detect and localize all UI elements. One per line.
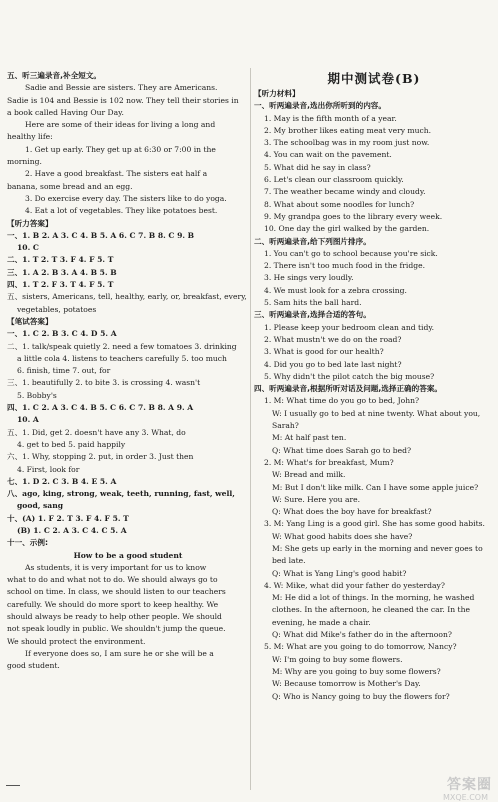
listening-line: 【听力材料】 <box>254 89 300 98</box>
listening-line: Q: What does the boy have for breakfast? <box>272 507 432 517</box>
answer-line: should always be ready to help other people. We should <box>7 612 222 622</box>
answer-line: vegetables, potatoes <box>17 304 97 314</box>
answer-line: (B) 1. C 2. A 3. C 4. C 5. A <box>17 525 127 535</box>
listening-line: W: I usually go to bed at nine twenty. What about you, <box>272 408 481 418</box>
listening-line: 2. My brother likes eating meat very much. <box>264 125 432 135</box>
answer-line: Sadie is 104 and Bessie is 102 now. They tell their stories in <box>7 95 239 105</box>
listening-line: 4. We must look for a zebra crossing. <box>264 285 407 295</box>
watermark-url: MXQE.COM <box>442 793 488 802</box>
answer-line: 10. C <box>17 243 39 253</box>
listening-line: 2. There isn't too much food in the fridge. <box>264 261 425 271</box>
listening-line: clothes. In the afternoon, he cleaned the car. In the <box>272 605 470 615</box>
listening-line: 4. W: Mike, what did your father do yesterday? <box>264 580 445 590</box>
answer-line: 4. Eat a lot of vegetables. They like potatoes best. <box>25 206 218 216</box>
listening-line: 1. You can't go to school because you're sick. <box>264 248 438 258</box>
listening-line: Q: Who is Nancy going to buy the flowers for? <box>272 691 450 701</box>
answer-line: 10. A <box>17 415 39 425</box>
answer-line: 十、(A) 1. F 2. T 3. F 4. F 5. T <box>7 513 129 523</box>
listening-line: 9. My grandpa goes to the library every week. <box>264 211 443 221</box>
listening-line: M: She gets up early in the morning and never goes to <box>272 543 483 553</box>
listening-line: 二、听两遍录音,给下列图片排序。 <box>254 236 371 246</box>
listening-line: 1. Please keep your bedroom clean and tidy. <box>264 322 435 332</box>
answer-line: Here are some of their ideas for living a long and <box>25 120 216 130</box>
answer-line: 【听力答案】 <box>7 218 53 228</box>
answer-line: carefully. We should do more sport to keep healthy. We <box>7 599 219 609</box>
listening-line: 四、听两遍录音,根据所听对话及问题,选择正确的答案。 <box>254 384 443 394</box>
listening-line: 6. Let's clean our classroom quickly. <box>264 175 404 185</box>
answer-line: How to be a good student <box>73 550 183 560</box>
answer-line: banana, some bread and an egg. <box>7 181 133 191</box>
answer-line: 一、1. C 2. B 3. C 4. D 5. A <box>7 329 117 339</box>
listening-line: M: But I don't like milk. Can I have some apple juice? <box>272 482 479 492</box>
listening-line: 10. One day the girl walked by the garden. <box>264 224 430 234</box>
listening-line: 5. M: What are you going to do tomorrow, Nancy? <box>264 642 457 652</box>
answer-line: 4. First, look for <box>17 464 80 474</box>
answer-line: healthy life: <box>7 132 53 142</box>
answer-line: 5. Bobby's <box>17 390 57 400</box>
answer-line: 七、1. D 2. C 3. B 4. E 5. A <box>7 476 117 486</box>
answer-line: Sadie and Bessie are sisters. They are Americans. <box>25 83 218 93</box>
answer-line: good, sang <box>17 501 64 511</box>
listening-line: M: He did a lot of things. In the morning, he washed <box>272 593 475 603</box>
listening-line: Sarah? <box>272 421 299 431</box>
answer-line: 6. finish, time 7. out, for <box>17 366 111 376</box>
answer-line: 四、1. T 2. F 3. T 4. F 5. T <box>7 280 114 290</box>
answer-line: We should protect the environment. <box>7 636 146 646</box>
answer-line: 三、1. A 2. B 3. A 4. B 5. B <box>7 267 117 277</box>
answer-line: 一、1. B 2. A 3. C 4. B 5. A 6. C 7. B 8. C 9. B <box>7 230 195 240</box>
listening-line: 5. Why didn't the pilot catch the big mouse? <box>264 371 435 381</box>
listening-line: 3. M: Yang Ling is a good girl. She has some good habits. <box>264 519 485 529</box>
answer-line: 三、1. beautifully 2. to bite 3. is crossing 4. wasn't <box>7 378 201 388</box>
answer-line: 1. Get up early. They get up at 6:30 or 7:00 in the <box>25 144 216 154</box>
listening-line: Q: What did Mike's father do in the afternoon? <box>272 630 452 640</box>
listening-line: W: Sure. Here you are. <box>272 494 361 504</box>
watermark-logo: 答案圈 <box>447 777 492 793</box>
answer-line: 五、听三遍录音,补全短文。 <box>7 71 102 80</box>
listening-line: 4. Did you go to bed late last night? <box>264 359 402 369</box>
listening-line: 1. May is the fifth month of a year. <box>264 113 397 123</box>
listening-line: 1. M: What time do you go to bed, John? <box>264 396 420 406</box>
listening-line: Q: What time does Sarah go to bed? <box>272 445 412 455</box>
listening-line: 5. Sam hits the ball hard. <box>264 298 362 308</box>
listening-line: 期中测试卷(B) <box>327 71 421 86</box>
page-mark <box>6 785 20 786</box>
listening-line: 8. What about some noodles for lunch? <box>264 199 415 209</box>
listening-line: 2. M: What's for breakfast, Mum? <box>264 457 394 467</box>
listening-line: M: At half past ten. <box>272 433 347 443</box>
answer-line: good student. <box>7 661 60 671</box>
left-column <box>7 70 249 673</box>
answer-line: school on time. In class, we should listen to our teachers <box>7 587 226 597</box>
listening-line: 3. The schoolbag was in my room just now. <box>264 138 430 148</box>
listening-line: Q: What is Yang Ling's good habit? <box>272 568 407 578</box>
answer-line: 四、1. C 2. A 3. C 4. B 5. C 6. C 7. B 8. A 9. A <box>7 403 194 413</box>
answer-line: not speak loudly in public. We shouldn't jump the queue. <box>7 624 226 634</box>
answer-line: 六、1. Why, stopping 2. put, in order 3. Just then <box>7 452 194 462</box>
listening-line: 一、听两遍录音,选出你所听到的内容。 <box>254 101 386 111</box>
listening-line: 5. What did he say in class? <box>264 162 371 172</box>
listening-line: 7. The weather became windy and cloudy. <box>264 187 426 197</box>
answer-line: 4. get to bed 5. paid happily <box>17 439 126 449</box>
listening-line: 2. What mustn't we do on the road? <box>264 334 402 344</box>
answer-line: As students, it is very important for us to know <box>25 562 207 572</box>
listening-line: 三、听两遍录音,选择合适的答句。 <box>254 310 371 320</box>
listening-line: 4. You can wait on the pavement. <box>264 150 392 160</box>
column-divider <box>250 68 251 790</box>
listening-line: M: Why are you going to buy some flowers? <box>272 666 441 676</box>
right-column <box>254 70 494 703</box>
answer-line: 十一、示例: <box>7 538 49 548</box>
answer-line: 3. Do exercise every day. The sisters like to do yoga. <box>25 193 227 203</box>
answer-line: 【笔试答案】 <box>7 316 53 326</box>
listening-line: W: I'm going to buy some flowers. <box>272 654 403 664</box>
answer-line: 八、ago, king, strong, weak, teeth, running, fast, well, <box>7 489 235 499</box>
answer-line: 二、1. T 2. T 3. F 4. F 5. T <box>7 255 114 265</box>
listening-line: 3. What is good for our health? <box>264 347 384 357</box>
answer-line: 2. Have a good breakfast. The sisters eat half a <box>25 169 208 179</box>
answer-line: morning. <box>7 157 42 167</box>
answer-line: 二、1. talk/speak quietly 2. need a few tomatoes 3. drinking <box>7 341 237 351</box>
answer-line: If everyone does so, I am sure he or she will be a <box>25 648 214 658</box>
answer-line: 五、1. Did, get 2. doesn't have any 3. What, do <box>7 427 186 437</box>
answer-line: what to do and what not to do. We should always go to <box>7 575 218 585</box>
listening-line: W: Because tomorrow is Mother's Day. <box>272 679 421 689</box>
listening-line: bed late. <box>272 556 306 566</box>
answer-line: 五、sisters, Americans, tell, healthy, early, or, breakfast, every, <box>7 292 247 302</box>
listening-line: 3. He sings very loudly. <box>264 273 354 283</box>
answer-line: a book called Having Our Day. <box>7 107 124 117</box>
listening-line: W: Bread and milk. <box>272 470 346 480</box>
answer-line: a little cola 4. listens to teachers carefully 5. too much <box>17 353 227 363</box>
listening-line: W: What good habits does she have? <box>272 531 413 541</box>
listening-line: evening, he made a chair. <box>272 617 371 627</box>
